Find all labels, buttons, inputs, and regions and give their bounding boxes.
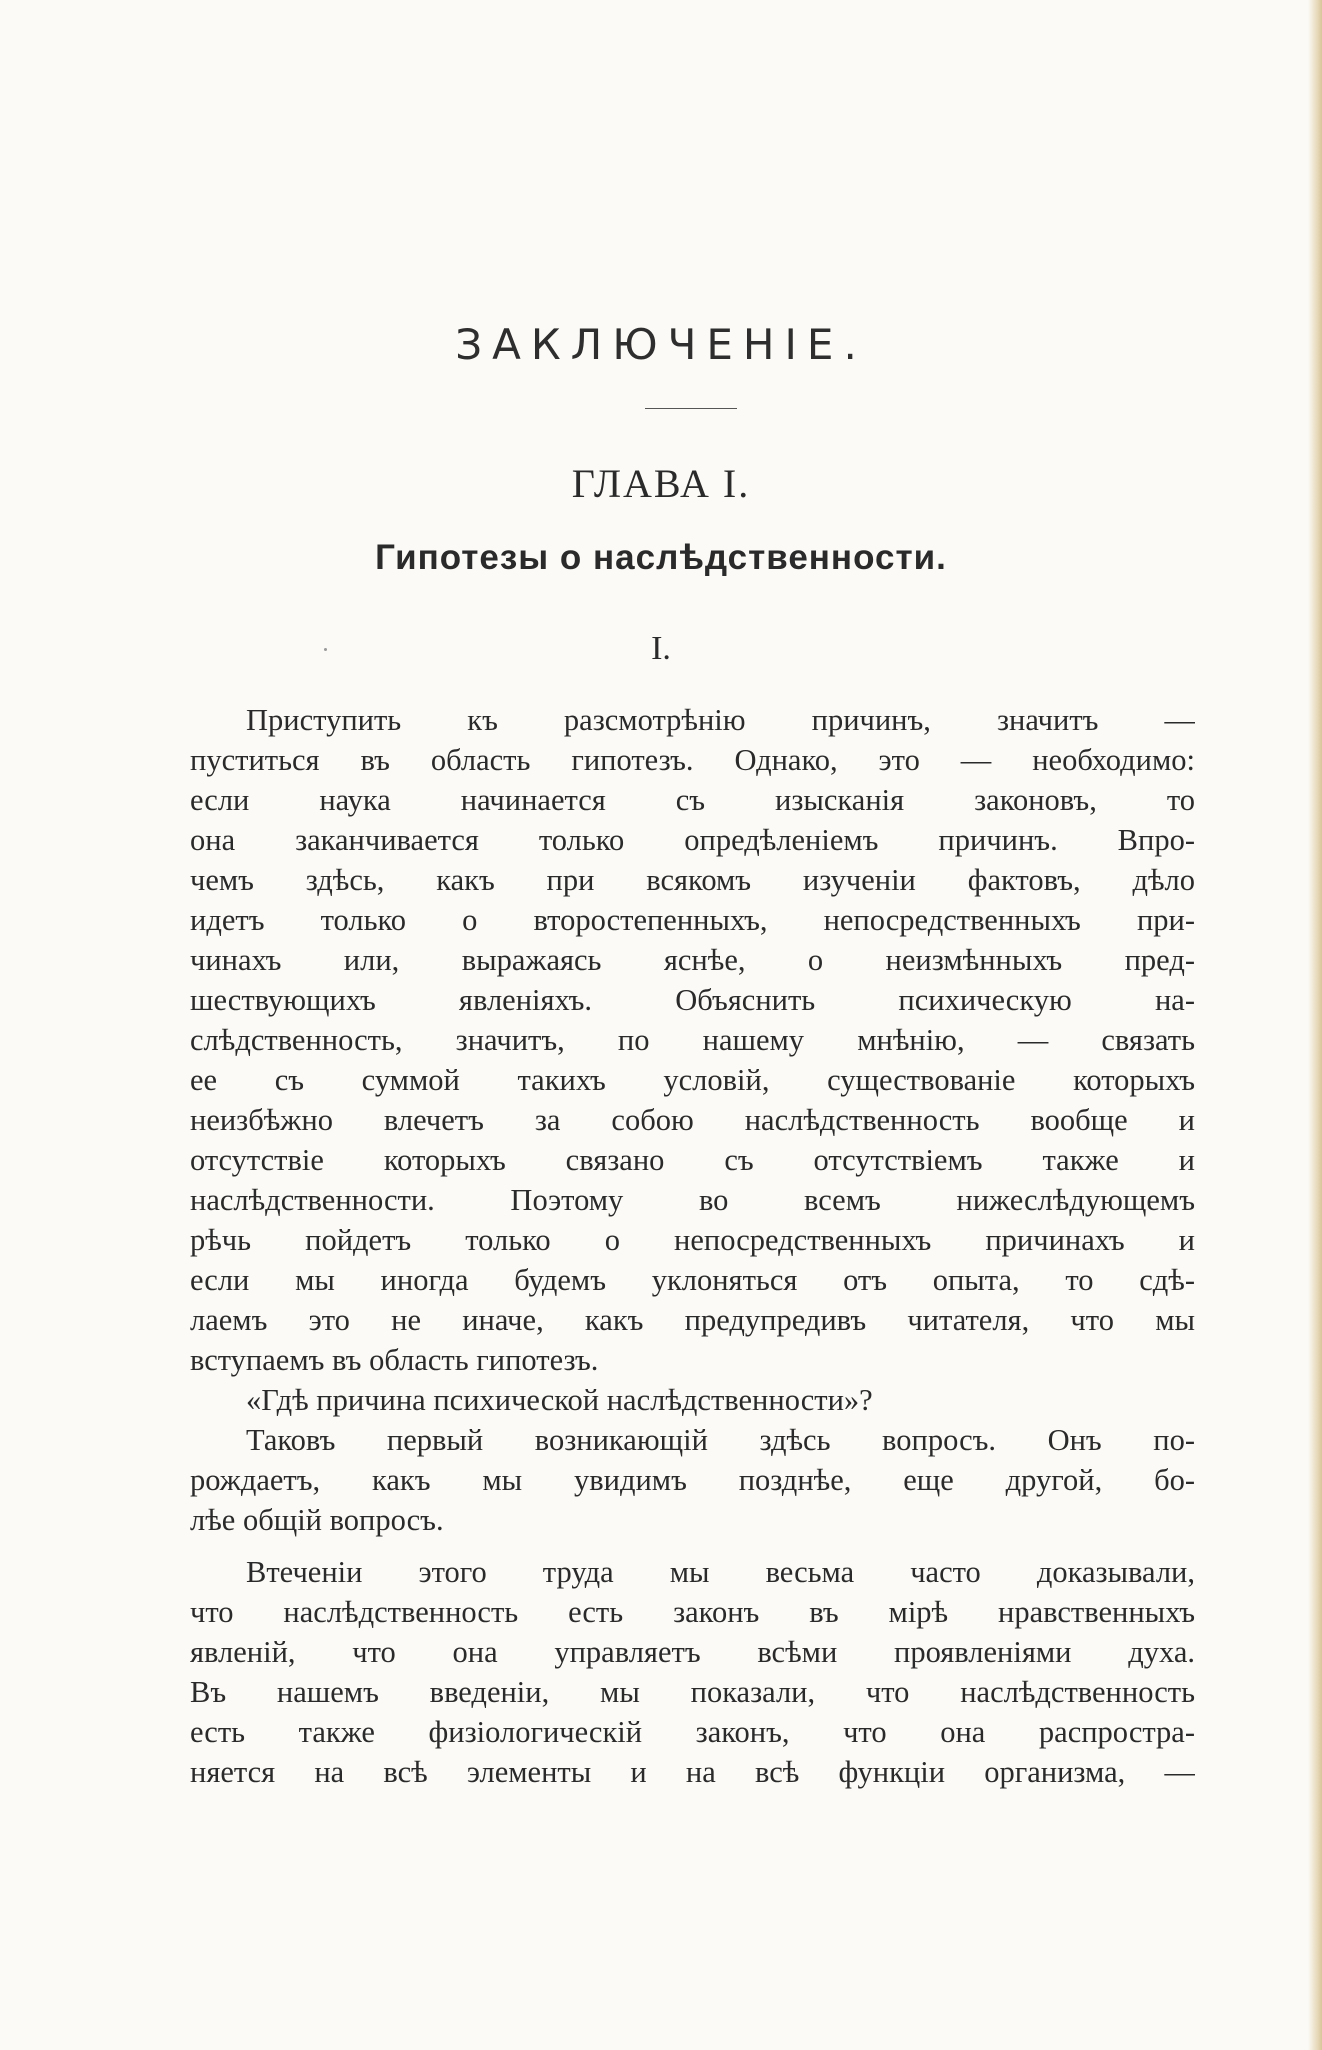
title-divider [645,408,737,409]
chapter-heading: ГЛАВА I. [571,461,751,506]
text-line: чинахъ или, выражаясь яснѣе, о неизмѣнныхъ пред- [190,943,1195,977]
text-line: есть также физіологическій законъ, что она распростра- [190,1715,1195,1749]
text-line: лаемъ это не иначе, какъ предупредивъ читателя, что мы [190,1303,1195,1337]
text-line: лѣе общій вопросъ. [190,1503,444,1537]
body-text [190,700,1195,1792]
section-title: ЗАКЛЮЧЕНІЕ. [455,320,867,369]
text-line: Таковъ первый возникающій здѣсь вопросъ. Онъ по- [246,1423,1195,1457]
text-line: вступаемъ въ область гипотезъ. [190,1343,599,1377]
text-line: чемъ здѣсь, какъ при всякомъ изученіи фактовъ, дѣло [190,863,1195,897]
text-line: она заканчивается только опредѣленіемъ причинъ. Впро- [190,823,1195,857]
text-line: слѣдственность, значитъ, по нашему мнѣнію, — связать [190,1023,1195,1057]
text-line: ее съ суммой такихъ условій, существованіе которыхъ [190,1063,1195,1097]
text-line: няется на всѣ элементы и на всѣ функціи организма, — [190,1755,1195,1789]
text-line: «Гдѣ причина психической наслѣдственности»? [246,1383,873,1417]
text-line: если мы иногда будемъ уклоняться отъ опыта, то сдѣ- [190,1263,1195,1297]
text-line: идетъ только о второстепенныхъ, непосредственныхъ при- [190,903,1195,937]
text-line: рождаетъ, какъ мы увидимъ позднѣе, еще другой, бо- [190,1463,1195,1497]
text-line: шествующихъ явленіяхъ. Объяснить психическую на- [190,983,1195,1017]
paper-speck [324,648,327,651]
page-edge-shadow [1308,0,1322,2050]
paragraph-gap [190,1540,1195,1552]
text-line: рѣчь пойдетъ только о непосредственныхъ причинахъ и [190,1223,1195,1257]
chapter-title: Гипотезы о наслѣдственности. [375,538,947,577]
text-line: пуститься въ область гипотезъ. Однако, это — необходимо: [190,743,1195,777]
section-number: I. [651,630,671,667]
text-line: если наука начинается съ изысканія законовъ, то [190,783,1195,817]
text-line: явленій, что она управляетъ всѣми проявленіями духа. [190,1635,1195,1669]
text-line: неизбѣжно влечетъ за собою наслѣдственность вообще и [190,1103,1195,1137]
text-line: Въ нашемъ введеніи, мы показали, что наслѣдственность [190,1675,1195,1709]
text-line: Приступить къ разсмотрѣнію причинъ, значитъ — [246,703,1195,737]
text-line: что наслѣдственность есть законъ въ мірѣ нравственныхъ [190,1595,1195,1629]
text-line: Втеченіи этого труда мы весьма часто доказывали, [246,1555,1195,1589]
text-line: наслѣдственности. Поэтому во всемъ нижеслѣдующемъ [190,1183,1195,1217]
text-line: отсутствіе которыхъ связано съ отсутствіемъ также и [190,1143,1195,1177]
